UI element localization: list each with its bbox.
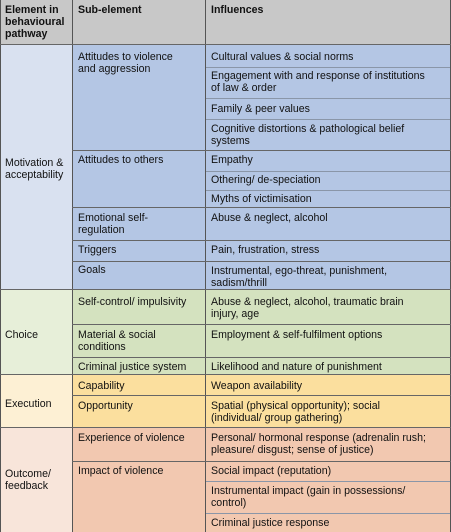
grid-hline-row	[72, 261, 451, 262]
element-execution-label: Execution	[5, 398, 52, 410]
influence-line: Abuse & neglect, alcohol, traumatic brain	[211, 296, 404, 308]
subelement-line: Attitudes to others	[78, 154, 164, 166]
influence-item	[211, 154, 447, 166]
subelement-line: Emotional self-	[78, 212, 149, 224]
element-motivation-line-2: acceptability	[5, 169, 64, 181]
influence-line: Instrumental, ego-threat, punishment,	[211, 265, 388, 277]
influence-item	[211, 485, 447, 509]
influence-item	[211, 123, 447, 147]
influence-item	[211, 296, 447, 320]
grid-hline-header	[0, 44, 451, 45]
grid-hline-row	[72, 357, 451, 358]
subelement-opportunity	[78, 400, 133, 412]
grid-vline-2	[205, 0, 206, 532]
influence-line: Empathy	[211, 154, 253, 166]
element-outcome-line-2: feedback	[5, 480, 48, 492]
influence-line: Othering/ de-speciation	[211, 174, 321, 186]
grid-hline-execution	[0, 374, 451, 375]
influence-line: Social impact (reputation)	[211, 465, 332, 477]
subelement-emotional-regulation	[78, 212, 148, 236]
element-choice-label: Choice	[5, 329, 38, 341]
influence-item	[211, 465, 447, 477]
subelement-line: Attitudes to violence	[78, 51, 173, 63]
influence-line: systems	[211, 135, 250, 147]
header-influences-label: Influences	[211, 4, 264, 16]
subelement-line: and aggression	[78, 63, 151, 75]
influence-line: Abuse & neglect, alcohol	[211, 212, 328, 224]
influence-item	[211, 212, 447, 224]
grid-hline-row	[72, 207, 451, 208]
subelement-line: Material & social	[78, 329, 156, 341]
header-element-cell	[0, 0, 73, 44]
subelement-attitudes-violence	[78, 51, 173, 75]
influence-separator	[206, 171, 450, 172]
grid-hline-row	[72, 150, 451, 151]
subelement-experience-violence	[78, 432, 185, 444]
header-element-line-2: behavioural	[5, 16, 65, 28]
influence-line: Cultural values & social norms	[211, 51, 354, 63]
influence-line: Spatial (physical opportunity); social	[211, 400, 380, 412]
influence-line: Family & peer values	[211, 103, 310, 115]
influence-separator	[206, 190, 450, 191]
influence-line: (individual/ group gathering)	[211, 412, 343, 424]
element-choice	[5, 329, 38, 341]
influence-separator	[206, 67, 450, 68]
subelement-line: Opportunity	[78, 400, 133, 412]
header-element-line-3: pathway	[5, 28, 48, 40]
influence-separator	[206, 98, 450, 99]
influence-item	[211, 361, 447, 373]
influence-line: Employment & self-fulfilment options	[211, 329, 383, 341]
influence-line: Myths of victimisation	[211, 193, 312, 205]
element-outcome	[5, 468, 51, 492]
grid-hline-row	[72, 240, 451, 241]
subelement-attitudes-others	[78, 154, 163, 166]
influence-item	[211, 265, 447, 289]
influence-item	[211, 174, 447, 186]
header-influences-cell	[206, 0, 451, 44]
subelement-line: regulation	[78, 224, 125, 236]
grid-hline-choice	[0, 289, 451, 290]
influence-line: pleasure/ disgust; sense of justice)	[211, 444, 374, 456]
influence-item	[211, 193, 447, 205]
element-motivation	[5, 157, 63, 181]
subelement-line: Capability	[78, 380, 125, 392]
grid-hline-outcome	[0, 427, 451, 428]
grid-hline-row	[72, 461, 451, 462]
grid-hline-row	[72, 324, 451, 325]
influence-line: sadism/thrill	[211, 277, 267, 289]
influence-item	[211, 51, 447, 63]
influence-line: Pain, frustration, stress	[211, 244, 320, 256]
influence-line: Engagement with and response of institutions	[211, 70, 425, 82]
subelement-capability	[78, 380, 125, 392]
element-execution	[5, 398, 52, 410]
subelement-self-control	[78, 296, 186, 308]
influence-line: Instrumental impact (gain in possessions/	[211, 485, 406, 497]
subelement-impact-violence	[78, 465, 163, 477]
influence-item	[211, 400, 447, 424]
element-motivation-line-1: Motivation &	[5, 157, 64, 169]
subelement-material-social	[78, 329, 156, 353]
influence-separator	[206, 513, 450, 514]
subelement-triggers	[78, 244, 116, 256]
subelement-line: Triggers	[78, 244, 117, 256]
influence-item	[211, 70, 447, 94]
influence-separator	[206, 119, 450, 120]
subelement-criminal-justice	[78, 361, 186, 373]
influence-line: Cognitive distortions & pathological belief	[211, 123, 405, 135]
header-subelement-cell	[73, 0, 206, 44]
influence-item	[211, 432, 447, 456]
influence-line: Weapon availability	[211, 380, 303, 392]
influence-item	[211, 244, 447, 256]
influence-item	[211, 517, 447, 529]
influence-separator	[206, 481, 450, 482]
grid-hline-row	[72, 395, 451, 396]
element-outcome-line-1: Outcome/	[5, 468, 51, 480]
subelement-goals	[78, 264, 106, 276]
subelement-line: Goals	[78, 264, 106, 276]
grid-vline-left	[0, 0, 1, 532]
subelement-line: Impact of violence	[78, 465, 164, 477]
influence-item	[211, 380, 447, 392]
grid-vline-1	[72, 0, 73, 532]
subelement-line: Experience of violence	[78, 432, 185, 444]
subelement-line: Criminal justice system	[78, 361, 187, 373]
influence-line: injury, age	[211, 308, 260, 320]
influence-line: Criminal justice response	[211, 517, 330, 529]
influence-item	[211, 103, 447, 115]
influence-line: control)	[211, 497, 247, 509]
influence-line: Personal/ hormonal response (adrenalin rush;	[211, 432, 426, 444]
subelement-line: Self-control/ impulsivity	[78, 296, 187, 308]
header-element-line-1: Element in	[5, 4, 59, 16]
header-subelement-label: Sub-element	[78, 4, 142, 16]
subelement-line: conditions	[78, 341, 126, 353]
influence-line: Likelihood and nature of punishment	[211, 361, 382, 373]
influence-line: of law & order	[211, 82, 277, 94]
influence-item	[211, 329, 447, 341]
